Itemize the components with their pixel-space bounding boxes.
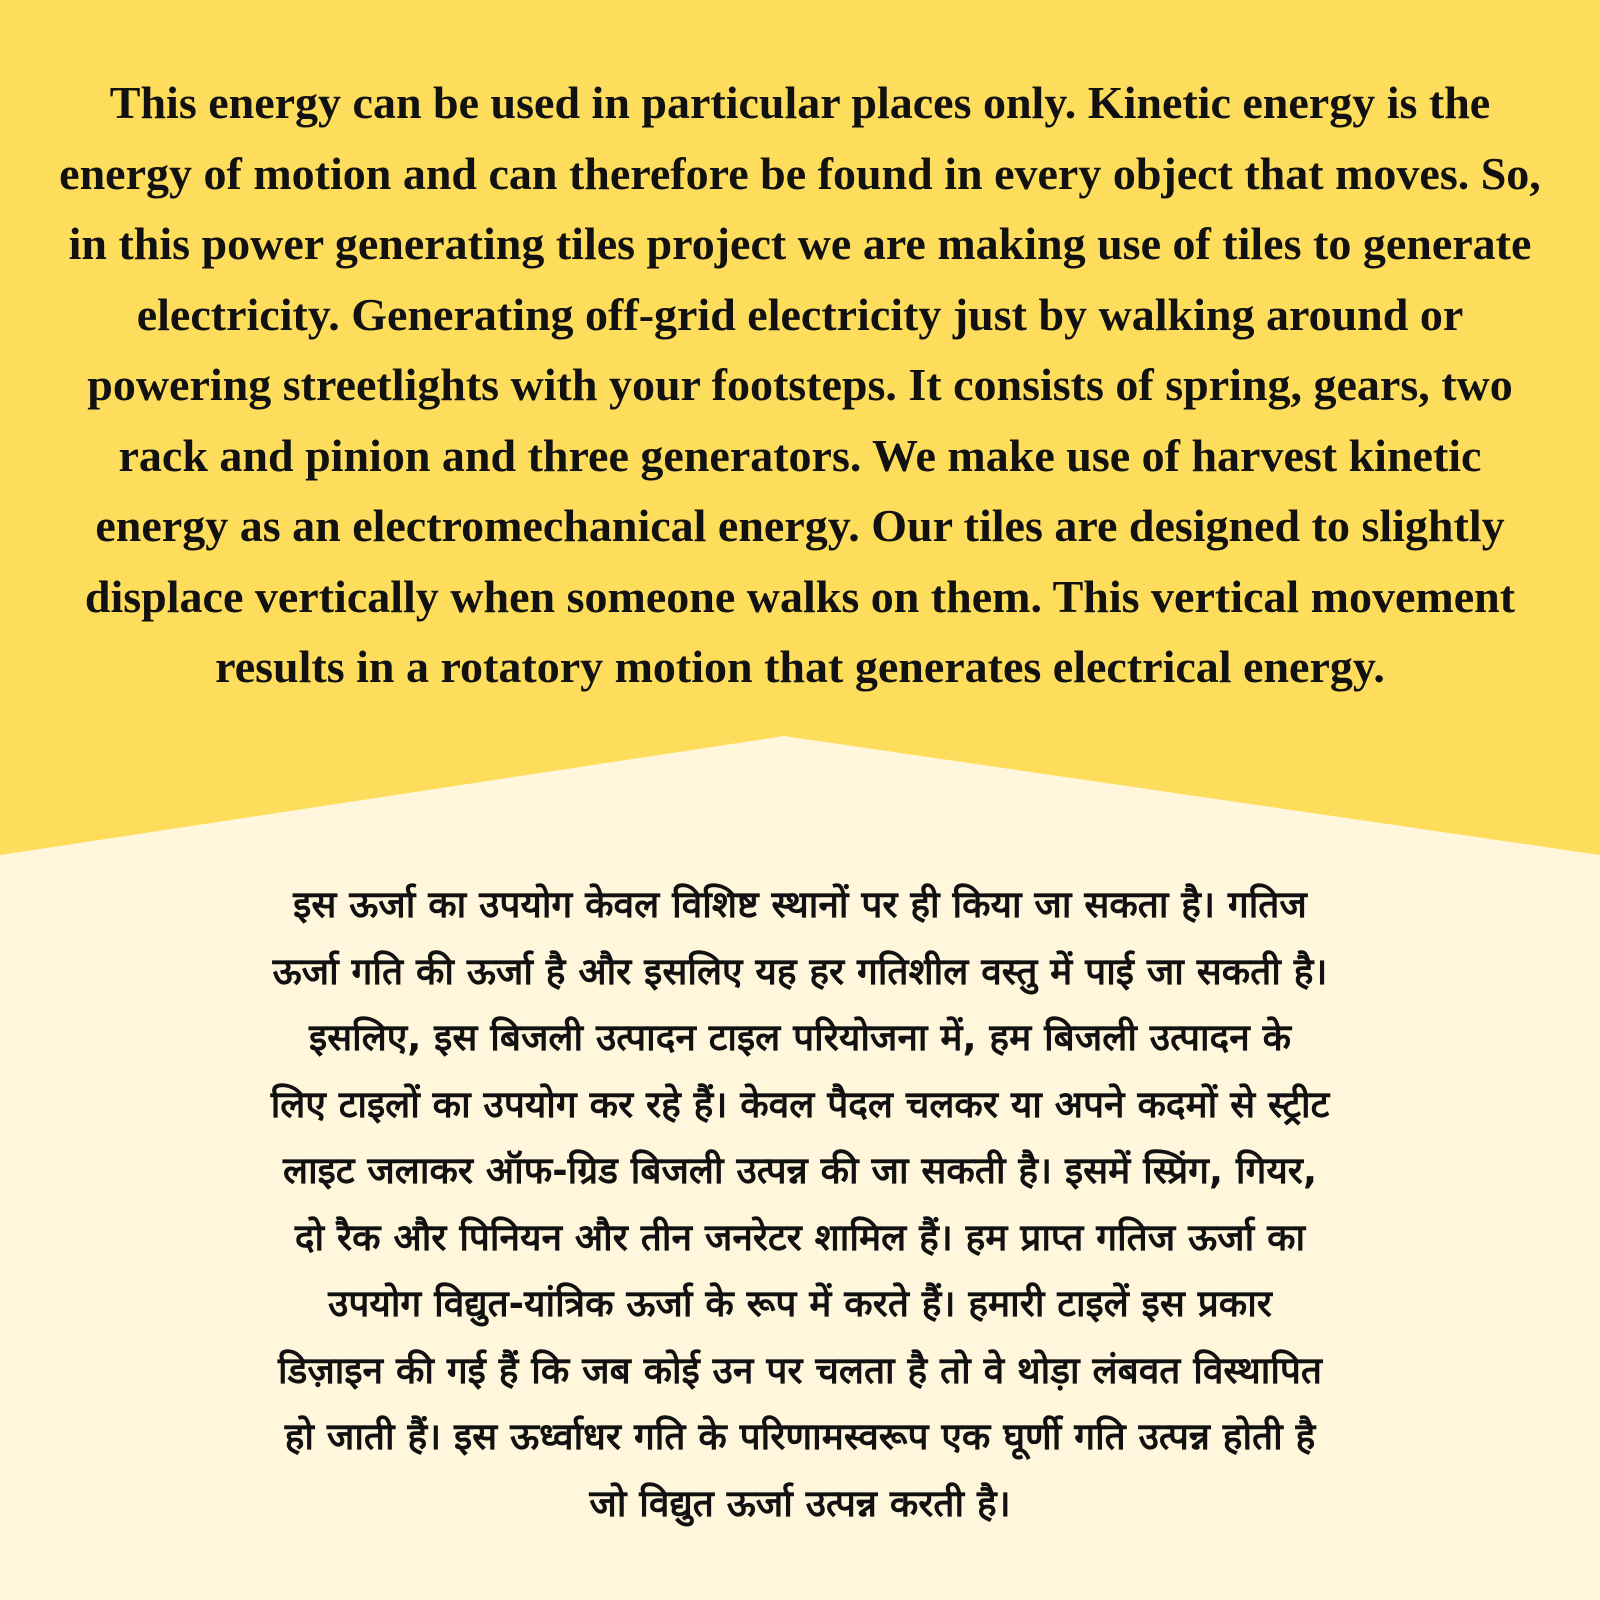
hindi-paragraph: इस ऊर्जा का उपयोग केवल विशिष्ट स्थानों पर ही किया जा सकता है। गतिज ऊर्जा गति की ऊर्जा है और इसलिए यह हर गतिशील वस्तु में पाई जा सकती है। इसलिए, इस बिजली उत्पादन टाइल परियोजना में, हम बिजली उत्पादन के लिए टाइलों का उपयोग कर रहे हैं। केवल पैदल चलकर या अपने कदमों से स्ट्रीट लाइट जलाकर ऑफ-ग्रिड बिजली उत्पन्न की जा सकती है। इसमें स्प्रिंग, गियर, दो रैक और पिनियन और तीन जनरेटर शामिल हैं। हम प्राप्त गतिज ऊर्जा का उपयोग विद्युत-यांत्रिक ऊर्जा के रूप में करते हैं। हमारी टाइलें इस प्रकार डिज़ाइन की गई हैं कि जब कोई उन पर चलता है तो वे थोड़ा लंबवत विस्थापित हो जाती हैं। इस ऊर्ध्वाधर गति के परिणामस्वरूप एक घूर्णी गति उत्पन्न होती है जो विद्युत ऊर्जा उत्पन्न करती है।	[270, 883, 1330, 1525]
english-paragraph: This energy can be used in particular places only. Kinetic energy is the energy of motion and can therefore be found in every object that moves. So, in this power generating tiles project we are making use of tiles to generate electricity. Generating off-grid electricity just by walking around or powering streetlights with your footsteps. It consists of spring, gears, two rack and pinion and three generators. We make use of harvest kinetic energy as an electromechanical energy. Our tiles are designed to slightly displace vertically when someone walks on them. This vertical movement results in a rotatory motion that generates electrical energy.	[59, 77, 1541, 692]
